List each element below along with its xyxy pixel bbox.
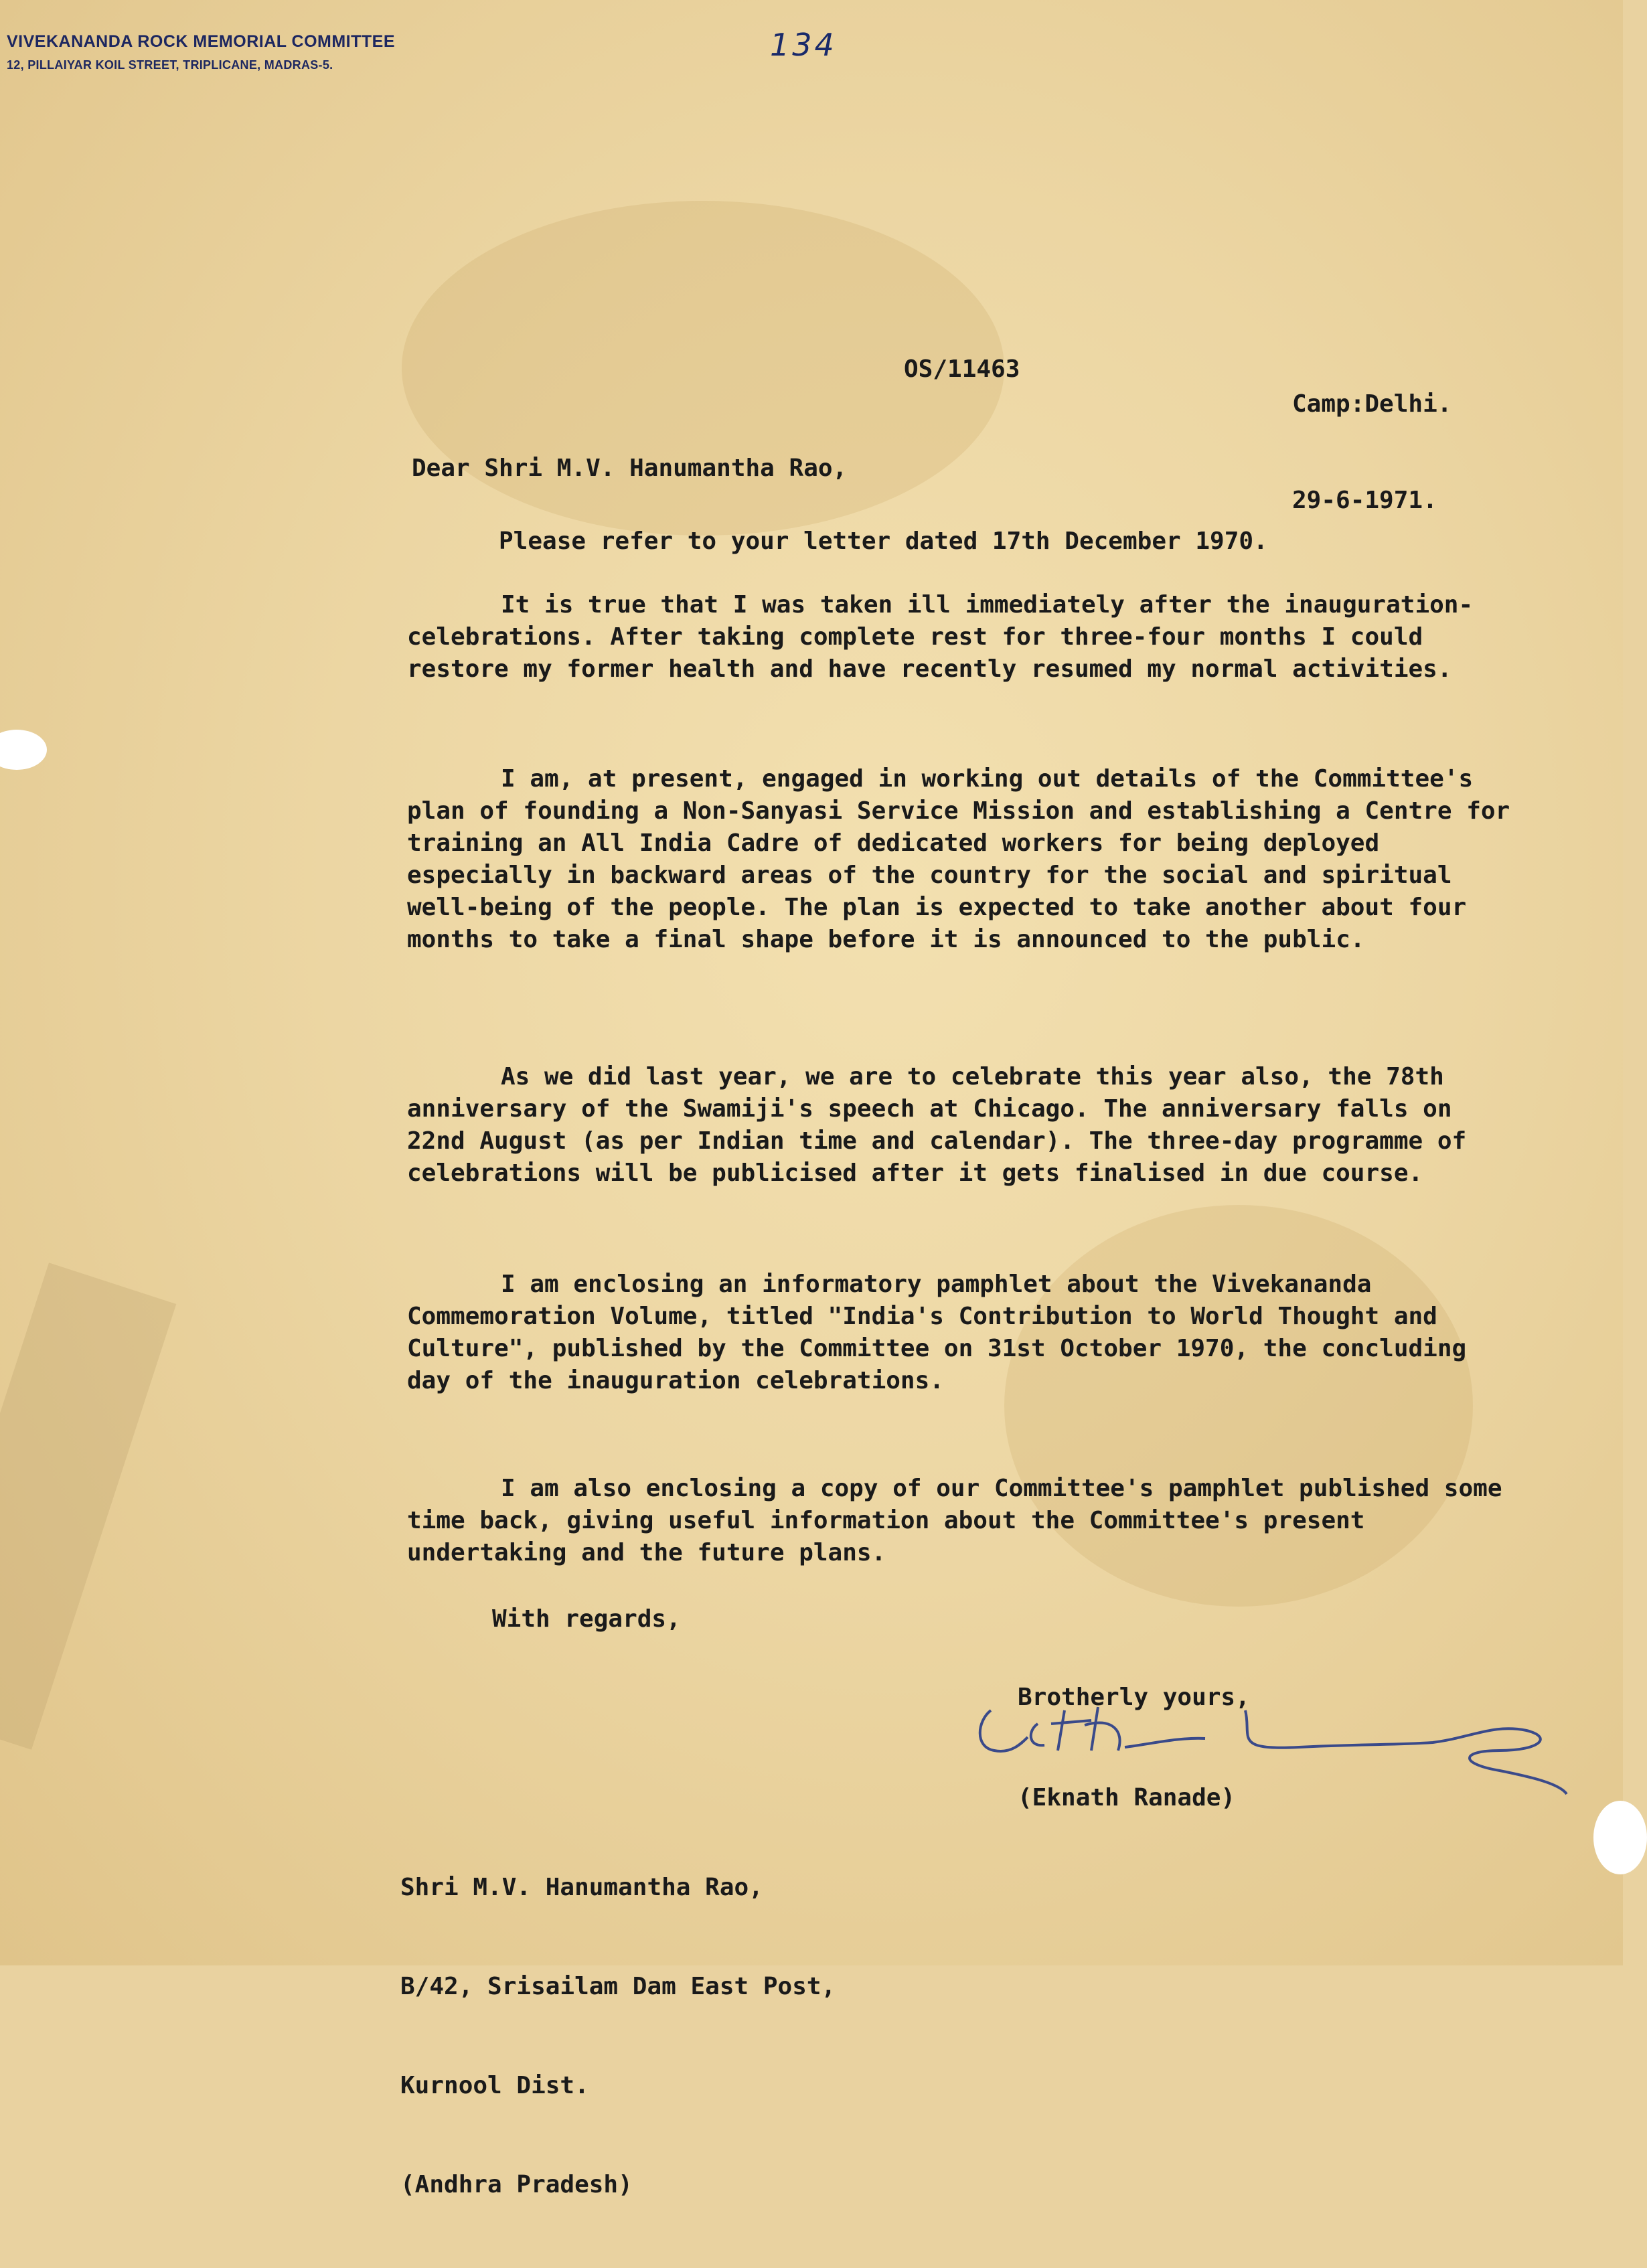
recipient-address	[400, 1807, 836, 2268]
torn-edge	[1593, 1801, 1647, 1874]
paragraph-5-text: I am enclosing an informatory pamphlet about the Vivekananda Commemoration Volume, titled "India's Contribution to World Thought and Culture", published by the Committee on 31st October 1970, the concluding day of the inauguration celebrations.	[407, 1271, 1467, 1394]
paragraph-3-text: I am, at present, engaged in working out details of the Committee's plan of founding a Non-Sanyasi Service Mission and establishing a Centre for training an All India Cadre of dedicated workers for being deployed especially in backward areas of the country for the social and spiritual well-being of the people. The plan is expected to take another about four months to take a final shape before it is announced to the public.	[407, 765, 1510, 953]
paragraph-2	[407, 589, 1512, 685]
folio-number: 134	[770, 27, 837, 63]
punch-hole	[0, 730, 47, 770]
salutation: Dear Shri M.V. Hanumantha Rao,	[412, 455, 848, 482]
address-line: Shri M.V. Hanumantha Rao,	[400, 1874, 763, 1901]
letterhead	[7, 32, 395, 72]
letter-date: 29-6-1971.	[1292, 487, 1437, 514]
organization-address: 12, PILLAIYAR KOIL STREET, TRIPLICANE, MADRAS-5.	[7, 58, 333, 72]
paragraph-1: Please refer to your letter dated 17th December 1970.	[499, 528, 1268, 555]
reference-number: OS/11463	[904, 355, 1020, 383]
closing: Brotherly yours,	[1018, 1684, 1250, 1711]
paper-fade	[0, 1263, 176, 1750]
camp-location: Camp:Delhi.	[1292, 390, 1452, 418]
organization-name: VIVEKANANDA ROCK MEMORIAL COMMITTEE	[7, 32, 395, 51]
paragraph-2-text: It is true that I was taken ill immediately after the inauguration-celebrations. After taking complete rest for three-four months I could restore my former health and have recently resumed my normal activities.	[407, 591, 1474, 683]
address-line: Kurnool Dist.	[400, 2072, 589, 2099]
paragraph-6	[407, 1473, 1512, 1569]
paragraph-5	[407, 1269, 1512, 1397]
address-line: (Andhra Pradesh)	[400, 2171, 633, 2198]
paragraph-4-text: As we did last year, we are to celebrate this year also, the 78th anniversary of the Swamiji's speech at Chicago. The anniversary falls on 22nd August (as per Indian time and calendar). The three-day programme of celebrations will be publicised after it gets finalised in due course.	[407, 1063, 1467, 1187]
regards: With regards,	[492, 1605, 681, 1633]
signatory-name: (Eknath Ranade)	[1018, 1784, 1236, 1811]
address-line: B/42, Srisailam Dam East Post,	[400, 1973, 836, 2000]
paragraph-3	[407, 763, 1512, 956]
paragraph-4	[407, 1061, 1512, 1190]
paragraph-6-text: I am also enclosing a copy of our Committee's pamphlet published some time back, giving useful information about the Committee's present undertaking and the future plans.	[407, 1475, 1502, 1566]
